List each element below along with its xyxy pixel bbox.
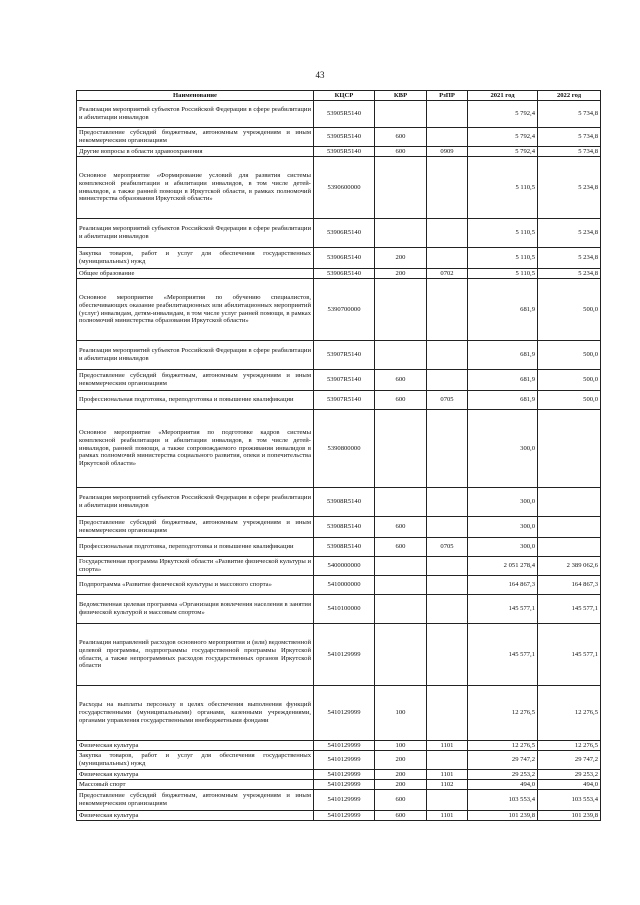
row-name: Физическая культура — [77, 811, 314, 821]
row-kcsr: 5410129999 — [314, 624, 375, 686]
row-rzpr: 0909 — [427, 147, 468, 157]
row-2022: 12 276,5 — [538, 686, 601, 741]
row-2021: 300,0 — [468, 410, 538, 488]
row-rzpr — [427, 557, 468, 576]
row-name: Государственная программа Иркутской области «Развитие физической культуры и спорта» — [77, 557, 314, 576]
row-kcsr: 5410129999 — [314, 780, 375, 790]
row-kvr: 600 — [375, 147, 427, 157]
row-2021: 300,0 — [468, 488, 538, 517]
row-rzpr: 1101 — [427, 811, 468, 821]
row-name: Реализация мероприятий субъектов Российской Федерации в сфере реабилитации и абилитации инвалидов — [77, 219, 314, 248]
row-rzpr — [427, 279, 468, 341]
row-rzpr — [427, 595, 468, 624]
row-kcsr: 5390700000 — [314, 279, 375, 341]
row-2022: 103 553,4 — [538, 790, 601, 811]
row-2021: 681,9 — [468, 391, 538, 410]
row-kcsr: 53907R5140 — [314, 391, 375, 410]
row-name: Другие вопросы в области здравоохранения — [77, 147, 314, 157]
row-2022: 5 234,8 — [538, 157, 601, 219]
row-kvr — [375, 595, 427, 624]
row-kcsr: 5410129999 — [314, 686, 375, 741]
row-2021: 5 110,5 — [468, 219, 538, 248]
row-kcsr: 5400000000 — [314, 557, 375, 576]
row-kvr: 100 — [375, 686, 427, 741]
row-2022: 12 276,5 — [538, 741, 601, 751]
row-kvr: 600 — [375, 391, 427, 410]
row-2021: 5 110,5 — [468, 157, 538, 219]
row-2022: 5 234,8 — [538, 269, 601, 279]
row-kvr: 200 — [375, 248, 427, 269]
row-2021: 5 792,4 — [468, 101, 538, 128]
row-rzpr: 1102 — [427, 780, 468, 790]
row-kvr — [375, 279, 427, 341]
header-rzpr: РзПР — [427, 91, 468, 101]
row-name: Реализация направлений расходов основного мероприятия и (или) ведомственной целевой программы, подпрограммы государственной программы Иркутской области, а также непрограммных расходов государственных органов Иркутской области — [77, 624, 314, 686]
row-2022: 145 577,1 — [538, 595, 601, 624]
row-rzpr — [427, 410, 468, 488]
row-rzpr — [427, 128, 468, 147]
row-2021: 101 239,8 — [468, 811, 538, 821]
row-2021: 5 110,5 — [468, 269, 538, 279]
row-2021: 29 747,2 — [468, 751, 538, 770]
row-kcsr: 5410000000 — [314, 576, 375, 595]
row-2022: 2 389 062,6 — [538, 557, 601, 576]
row-kvr: 200 — [375, 770, 427, 780]
row-2022: 164 867,3 — [538, 576, 601, 595]
row-2022 — [538, 538, 601, 557]
row-kcsr: 53907R5140 — [314, 370, 375, 391]
row-name: Массовый спорт — [77, 780, 314, 790]
row-kvr: 600 — [375, 790, 427, 811]
row-kvr: 200 — [375, 751, 427, 770]
row-rzpr — [427, 751, 468, 770]
row-name: Закупка товаров, работ и услуг для обеспечения государственных (муниципальных) нужд — [77, 248, 314, 269]
row-2021: 494,0 — [468, 780, 538, 790]
row-kvr — [375, 101, 427, 128]
row-2021: 681,9 — [468, 341, 538, 370]
header-kcsr: КЦСР — [314, 91, 375, 101]
row-rzpr — [427, 219, 468, 248]
row-rzpr — [427, 790, 468, 811]
row-2022: 500,0 — [538, 279, 601, 341]
header-2021: 2021 год — [468, 91, 538, 101]
row-rzpr: 1101 — [427, 770, 468, 780]
row-rzpr — [427, 101, 468, 128]
row-kcsr: 53906R5140 — [314, 269, 375, 279]
row-rzpr: 1101 — [427, 741, 468, 751]
row-kcsr: 5410129999 — [314, 751, 375, 770]
row-kcsr: 53908R5140 — [314, 538, 375, 557]
row-kvr: 200 — [375, 269, 427, 279]
row-2022: 494,0 — [538, 780, 601, 790]
row-2022: 500,0 — [538, 391, 601, 410]
row-2022 — [538, 410, 601, 488]
row-kvr: 600 — [375, 538, 427, 557]
row-2021: 29 253,2 — [468, 770, 538, 780]
header-kvr: КВР — [375, 91, 427, 101]
table-header-row — [77, 91, 601, 101]
row-kcsr: 53908R5140 — [314, 517, 375, 538]
row-2021: 164 867,3 — [468, 576, 538, 595]
row-name: Физическая культура — [77, 770, 314, 780]
row-kvr: 600 — [375, 128, 427, 147]
row-rzpr — [427, 248, 468, 269]
row-rzpr — [427, 576, 468, 595]
row-kvr — [375, 410, 427, 488]
row-rzpr: 0702 — [427, 269, 468, 279]
row-name: Реализация мероприятий субъектов Российской Федерации в сфере реабилитации и абилитации инвалидов — [77, 101, 314, 128]
row-2022: 29 253,2 — [538, 770, 601, 780]
row-kcsr: 53908R5140 — [314, 488, 375, 517]
row-kvr — [375, 557, 427, 576]
row-kcsr: 53905R5140 — [314, 128, 375, 147]
row-2022: 5 234,8 — [538, 248, 601, 269]
row-2021: 5 110,5 — [468, 248, 538, 269]
row-rzpr — [427, 370, 468, 391]
row-name: Реализация мероприятий субъектов Российской Федерации в сфере реабилитации и абилитации инвалидов — [77, 488, 314, 517]
header-name: Наименование — [77, 91, 314, 101]
row-name: Профессиональная подготовка, переподготовка и повышение квалификации — [77, 538, 314, 557]
row-kcsr: 5390800000 — [314, 410, 375, 488]
row-name: Общее образование — [77, 269, 314, 279]
row-name: Предоставление субсидий бюджетным, автономным учреждениям и иным некоммерческим организациям — [77, 128, 314, 147]
row-2021: 681,9 — [468, 370, 538, 391]
row-name: Физическая культура — [77, 741, 314, 751]
row-2021: 5 792,4 — [468, 128, 538, 147]
row-2021: 145 577,1 — [468, 595, 538, 624]
row-2022 — [538, 517, 601, 538]
row-2021: 300,0 — [468, 538, 538, 557]
row-name: Расходы на выплаты персоналу в целях обеспечения выполнения функций государственными (муниципальными) органами, казенными учреждениями, органами управления государственными внебюджетными фондами — [77, 686, 314, 741]
row-rzpr — [427, 624, 468, 686]
row-kvr — [375, 488, 427, 517]
row-kcsr: 5410129999 — [314, 790, 375, 811]
row-rzpr — [427, 517, 468, 538]
row-name: Основное мероприятие «Формирование условий для развития системы комплексной реабилитации и абилитации инвалидов, в том числе детей-инвалидов, а также ранней помощи в Иркутской области, в рамках полномочий министерства образования Иркутской области» — [77, 157, 314, 219]
row-name: Основное мероприятие «Мероприятия по подготовке кадров системы комплексной реабилитации и абилитации инвалидов, в том числе детей-инвалидов, ранней помощи, а также сопровождаемого проживания инвалидов в рамках полномочий министерства социального развития, опеки и попечительства Иркутской области» — [77, 410, 314, 488]
row-kvr — [375, 341, 427, 370]
row-kvr — [375, 624, 427, 686]
row-kvr: 600 — [375, 811, 427, 821]
row-name: Предоставление субсидий бюджетным, автономным учреждениям и иным некоммерческим организациям — [77, 370, 314, 391]
header-2022: 2022 год — [538, 91, 601, 101]
row-2022: 101 239,8 — [538, 811, 601, 821]
row-kcsr: 53906R5140 — [314, 248, 375, 269]
row-kvr: 600 — [375, 370, 427, 391]
row-rzpr — [427, 157, 468, 219]
row-rzpr — [427, 686, 468, 741]
page-number: 43 — [315, 70, 325, 80]
row-2021: 145 577,1 — [468, 624, 538, 686]
row-rzpr — [427, 488, 468, 517]
row-2021: 681,9 — [468, 279, 538, 341]
row-2022: 5 734,8 — [538, 101, 601, 128]
row-kcsr: 5410100000 — [314, 595, 375, 624]
row-kcsr: 53906R5140 — [314, 219, 375, 248]
row-kvr: 100 — [375, 741, 427, 751]
row-name: Реализация мероприятий субъектов Российской Федерации в сфере реабилитации и абилитации инвалидов — [77, 341, 314, 370]
row-name: Основное мероприятие «Мероприятия по обучению специалистов, обеспечивающих оказание реабилитационных или абилитационных мероприятий (услуг) инвалидам, детям-инвалидам, в том числе услуг ранней помощи, в рамках полномочий министерства образования Иркутской области» — [77, 279, 314, 341]
row-kvr — [375, 576, 427, 595]
row-2021: 12 276,5 — [468, 686, 538, 741]
budget-table — [76, 90, 601, 821]
row-2022: 5 734,8 — [538, 128, 601, 147]
row-2021: 5 792,4 — [468, 147, 538, 157]
row-2021: 103 553,4 — [468, 790, 538, 811]
row-2022: 500,0 — [538, 370, 601, 391]
row-kcsr: 5410129999 — [314, 770, 375, 780]
row-kcsr: 5390600000 — [314, 157, 375, 219]
row-kvr: 600 — [375, 517, 427, 538]
row-2022: 5 734,8 — [538, 147, 601, 157]
row-2022: 5 234,8 — [538, 219, 601, 248]
row-name: Ведомственная целевая программа «Организация вовлечения населения в занятия физической культурой и массовым спортом» — [77, 595, 314, 624]
row-rzpr: 0705 — [427, 538, 468, 557]
row-rzpr: 0705 — [427, 391, 468, 410]
row-rzpr — [427, 341, 468, 370]
row-2021: 2 051 278,4 — [468, 557, 538, 576]
row-2021: 300,0 — [468, 517, 538, 538]
row-kcsr: 53905R5140 — [314, 101, 375, 128]
row-kvr — [375, 219, 427, 248]
row-kcsr: 53905R5140 — [314, 147, 375, 157]
row-2021: 12 276,5 — [468, 741, 538, 751]
row-kvr — [375, 157, 427, 219]
row-name: Предоставление субсидий бюджетным, автономным учреждениям и иным некоммерческим организациям — [77, 517, 314, 538]
row-kvr: 200 — [375, 780, 427, 790]
row-name: Профессиональная подготовка, переподготовка и повышение квалификации — [77, 391, 314, 410]
row-2022: 29 747,2 — [538, 751, 601, 770]
row-kcsr: 53907R5140 — [314, 341, 375, 370]
row-name: Предоставление субсидий бюджетным, автономным учреждениям и иным некоммерческим организациям — [77, 790, 314, 811]
row-2022: 145 577,1 — [538, 624, 601, 686]
row-2022: 500,0 — [538, 341, 601, 370]
row-kcsr: 5410129999 — [314, 811, 375, 821]
row-name: Закупка товаров, работ и услуг для обеспечения государственных (муниципальных) нужд — [77, 751, 314, 770]
row-kcsr: 5410129999 — [314, 741, 375, 751]
row-2022 — [538, 488, 601, 517]
row-name: Подпрограмма «Развитие физической культуры и массового спорта» — [77, 576, 314, 595]
